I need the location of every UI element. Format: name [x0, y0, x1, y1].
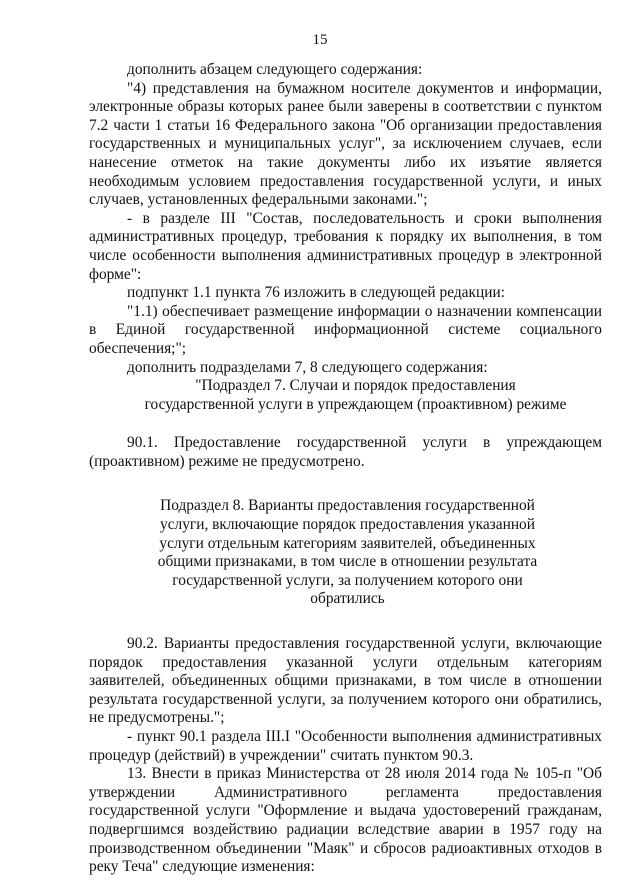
- paragraph-4: подпункт 1.1 пункта 76 изложить в следующей редакции:: [127, 284, 505, 302]
- paragraph-3: - в разделе III "Состав, последовательность и сроки выполнения административных процедур, требования к порядку их выполнения, в том числе особенности выполнения административных процедур в электронной форме":: [89, 209, 602, 283]
- paragraph-5: "1.1) обеспечивает размещение информации о назначении компенсации в Единой государственной информационной системе социального обеспечения;";: [89, 302, 602, 357]
- paragraph-6: дополнить подразделами 7, 8 следующего содержания:: [127, 358, 488, 376]
- subsection-8-heading: Подраздел 8. Варианты предоставления государственной услуги, включающие порядок предоставления указанной услуги отдельным категориям заявителей, объединенных общими признаками, в том числе в отношении результата государственной услуги, за получением которого они обратились: [157, 497, 538, 608]
- subsection-7-heading-line-1: "Подраздел 7. Случаи и порядок предоставления: [195, 377, 516, 395]
- paragraph-1: дополнить абзацем следующего содержания:: [127, 61, 423, 78]
- document-body: [89, 61, 602, 877]
- subsection-7-heading: [89, 377, 602, 414]
- paragraph-2: "4) представления на бумажном носителе документов и информации, электронные образы которых ранее были заверены в соответствии с пунктом 7.2 части 1 статьи 16 Федерального закона "Об организации предоставления государственных и муниципальных услуг", за исключением случаев, если нанесение отметок на такие документы либо их изъятие является необходимым условием предоставления государственной услуги, и иных случаев, установленных федеральными законами.";: [89, 79, 602, 209]
- page-number: 15: [312, 32, 328, 48]
- subsection-7-heading-line-2: государственной услуги в упреждающем (проактивном) режиме: [144, 395, 567, 413]
- paragraph-renumber: - пункт 90.1 раздела III.I "Особенности выполнения административных процедур (действий) в учреждении" считать пунктом 90.3.: [89, 728, 602, 764]
- paragraph-13: 13. Внести в приказ Министерства от 28 июля 2014 года № 105-п "Об утверждении Административного регламента предоставления государственной услуги "Оформление и выдача удостоверений гражданам, подвергшимся воздействию радиации вследствие аварии в 1957 году на производственном объединении "Маяк" и сбросов радиоактивных отходов в реку Теча" следующие изменения:: [89, 765, 602, 876]
- paragraph-90-1: 90.1. Предоставление государственной услуги в упреждающем (проактивном) режиме не предусмотрено.: [89, 434, 602, 470]
- paragraph-90-2: 90.2. Варианты предоставления государственной услуги, включающие порядок предоставления указанной услуги отдельным категориям заявителей, объединенных общими признаками, в том числе в отношении результата государственной услуги, за получением которого они обратились, не предусмотрены.";: [89, 635, 602, 727]
